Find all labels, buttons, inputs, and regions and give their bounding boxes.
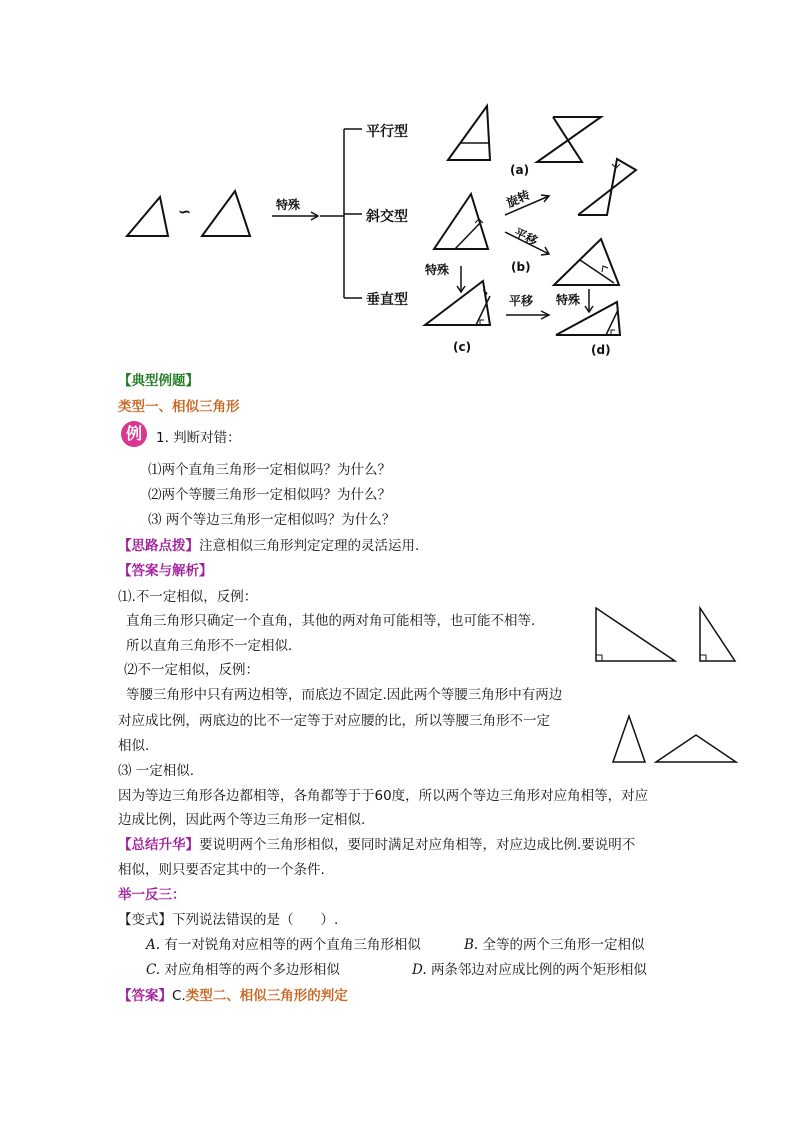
- option-b-letter: B.: [464, 937, 479, 953]
- summary-label: 【总结升华】: [118, 837, 199, 853]
- option-a-text: 有一对锐角对应相等的两个直角三角形相似: [164, 937, 421, 953]
- variant-line: [118, 911, 338, 929]
- example-stem: 1. 判断对错：: [156, 430, 241, 446]
- option-c: [146, 961, 340, 979]
- extend-title: 举一反三：: [118, 887, 186, 903]
- answer-line-3: 所以直角三角形不一定相似.: [126, 638, 293, 654]
- option-a: [146, 936, 421, 954]
- answer-line-7: 相似.: [118, 738, 150, 754]
- label-c: (c): [453, 340, 472, 354]
- answer-line-5: 等腰三角形中只有两边相等，而底边不固定.因此两个等腰三角形中有两边: [126, 687, 563, 703]
- option-c-text: 对应角相等的两个多边形相似: [164, 962, 340, 978]
- counterexample-figures: [590, 600, 750, 770]
- question-1: ⑴两个直角三角形一定相似吗？为什么？: [148, 462, 391, 478]
- answer-header: 【答案与解析】: [118, 563, 213, 579]
- right-triangle-small: [700, 608, 735, 661]
- label-special-2: 特殊: [556, 293, 581, 307]
- option-a-letter: A.: [146, 937, 161, 953]
- label-rotate: 旋转: [504, 187, 533, 211]
- branch-perpendicular: 垂直型: [366, 292, 408, 308]
- hourglass-figure: [537, 117, 601, 162]
- isosceles-triangle-tall: [613, 716, 645, 762]
- answer-line-6: 对应成比例，两底边的比不一定等于对应腰的比，所以等腰三角形不一定: [118, 713, 550, 729]
- right-triangle-large: [596, 608, 675, 661]
- parallel-triangle: [448, 106, 490, 160]
- branch-parallel: 平行型: [366, 124, 408, 140]
- summary-line-1: [118, 836, 635, 854]
- option-d: [412, 961, 647, 979]
- variant-text: 下列说法错误的是（ ）.: [172, 912, 339, 928]
- label-translate-1: 平移: [511, 225, 540, 249]
- isosceles-triangle-flat: [656, 735, 736, 762]
- branch-oblique: 斜交型: [366, 209, 408, 225]
- option-d-letter: D.: [412, 962, 427, 978]
- similar-triangles-diagram: [0, 0, 794, 370]
- type1-title: 类型一、相似三角形: [118, 399, 240, 415]
- option-c-letter: C.: [146, 962, 161, 978]
- special-label: 特殊: [276, 198, 301, 212]
- summary-text-1: 要说明两个三角形相似，要同时满足对应角相等，对应边成比例.要说明不: [199, 837, 636, 853]
- option-b: [464, 936, 645, 954]
- answer-line-4: ⑵不一定相似，反例：: [124, 662, 259, 678]
- label-translate-2: 平移: [509, 294, 534, 308]
- question-3: ⑶ 两个等边三角形一定相似吗？为什么？: [148, 512, 396, 528]
- answer-line-1: ⑴.不一定相似，反例：: [118, 589, 258, 605]
- final-answer-value: C.: [172, 988, 186, 1004]
- rotated-figure: [578, 159, 636, 215]
- label-b: (b): [511, 260, 531, 274]
- variant-label: 【变式】: [118, 912, 172, 928]
- hint-line: [118, 537, 419, 555]
- example-badge-text: 例: [125, 424, 142, 443]
- final-answer-line: [118, 987, 348, 1005]
- label-d: (d): [591, 343, 611, 357]
- answer-line-2: 直角三角形只确定一个直角，其他的两对角可能相等，也可能不相等.: [126, 613, 536, 629]
- label-a: (a): [510, 163, 530, 177]
- base-triangle-left: [127, 197, 168, 236]
- summary-line-2: 相似，则只要否定其中的一个条件.: [118, 862, 325, 878]
- base-triangle-right: [202, 191, 250, 236]
- hint-label: 【思路点拨】: [118, 538, 199, 554]
- answer-line-8: ⑶ 一定相似.: [118, 763, 195, 779]
- answer-line-10: 边成比例，因此两个等边三角形一定相似.: [118, 812, 366, 828]
- hint-text: 注意相似三角形判定定理的灵活运用.: [199, 538, 420, 554]
- similar-symbol: ∽: [178, 202, 192, 221]
- option-d-text: 两条邻边对应成比例的两个矩形相似: [430, 962, 647, 978]
- answer-line-9: 因为等边三角形各边都相等，各角都等于于60度，所以两个等边三角形对应角相等，对应: [118, 788, 649, 804]
- oblique-triangle: [434, 194, 488, 249]
- option-b-text: 全等的两个三角形一定相似: [482, 937, 645, 953]
- example-badge: [121, 421, 147, 447]
- question-2: ⑵两个等腰三角形一定相似吗？为什么？: [148, 487, 391, 503]
- type2-title: 类型二、相似三角形的判定: [185, 988, 348, 1004]
- final-answer-label: 【答案】: [118, 988, 172, 1004]
- translated-triangle: [554, 239, 619, 285]
- section-header: 【典型例题】: [118, 373, 199, 389]
- label-special-down: 特殊: [425, 263, 450, 277]
